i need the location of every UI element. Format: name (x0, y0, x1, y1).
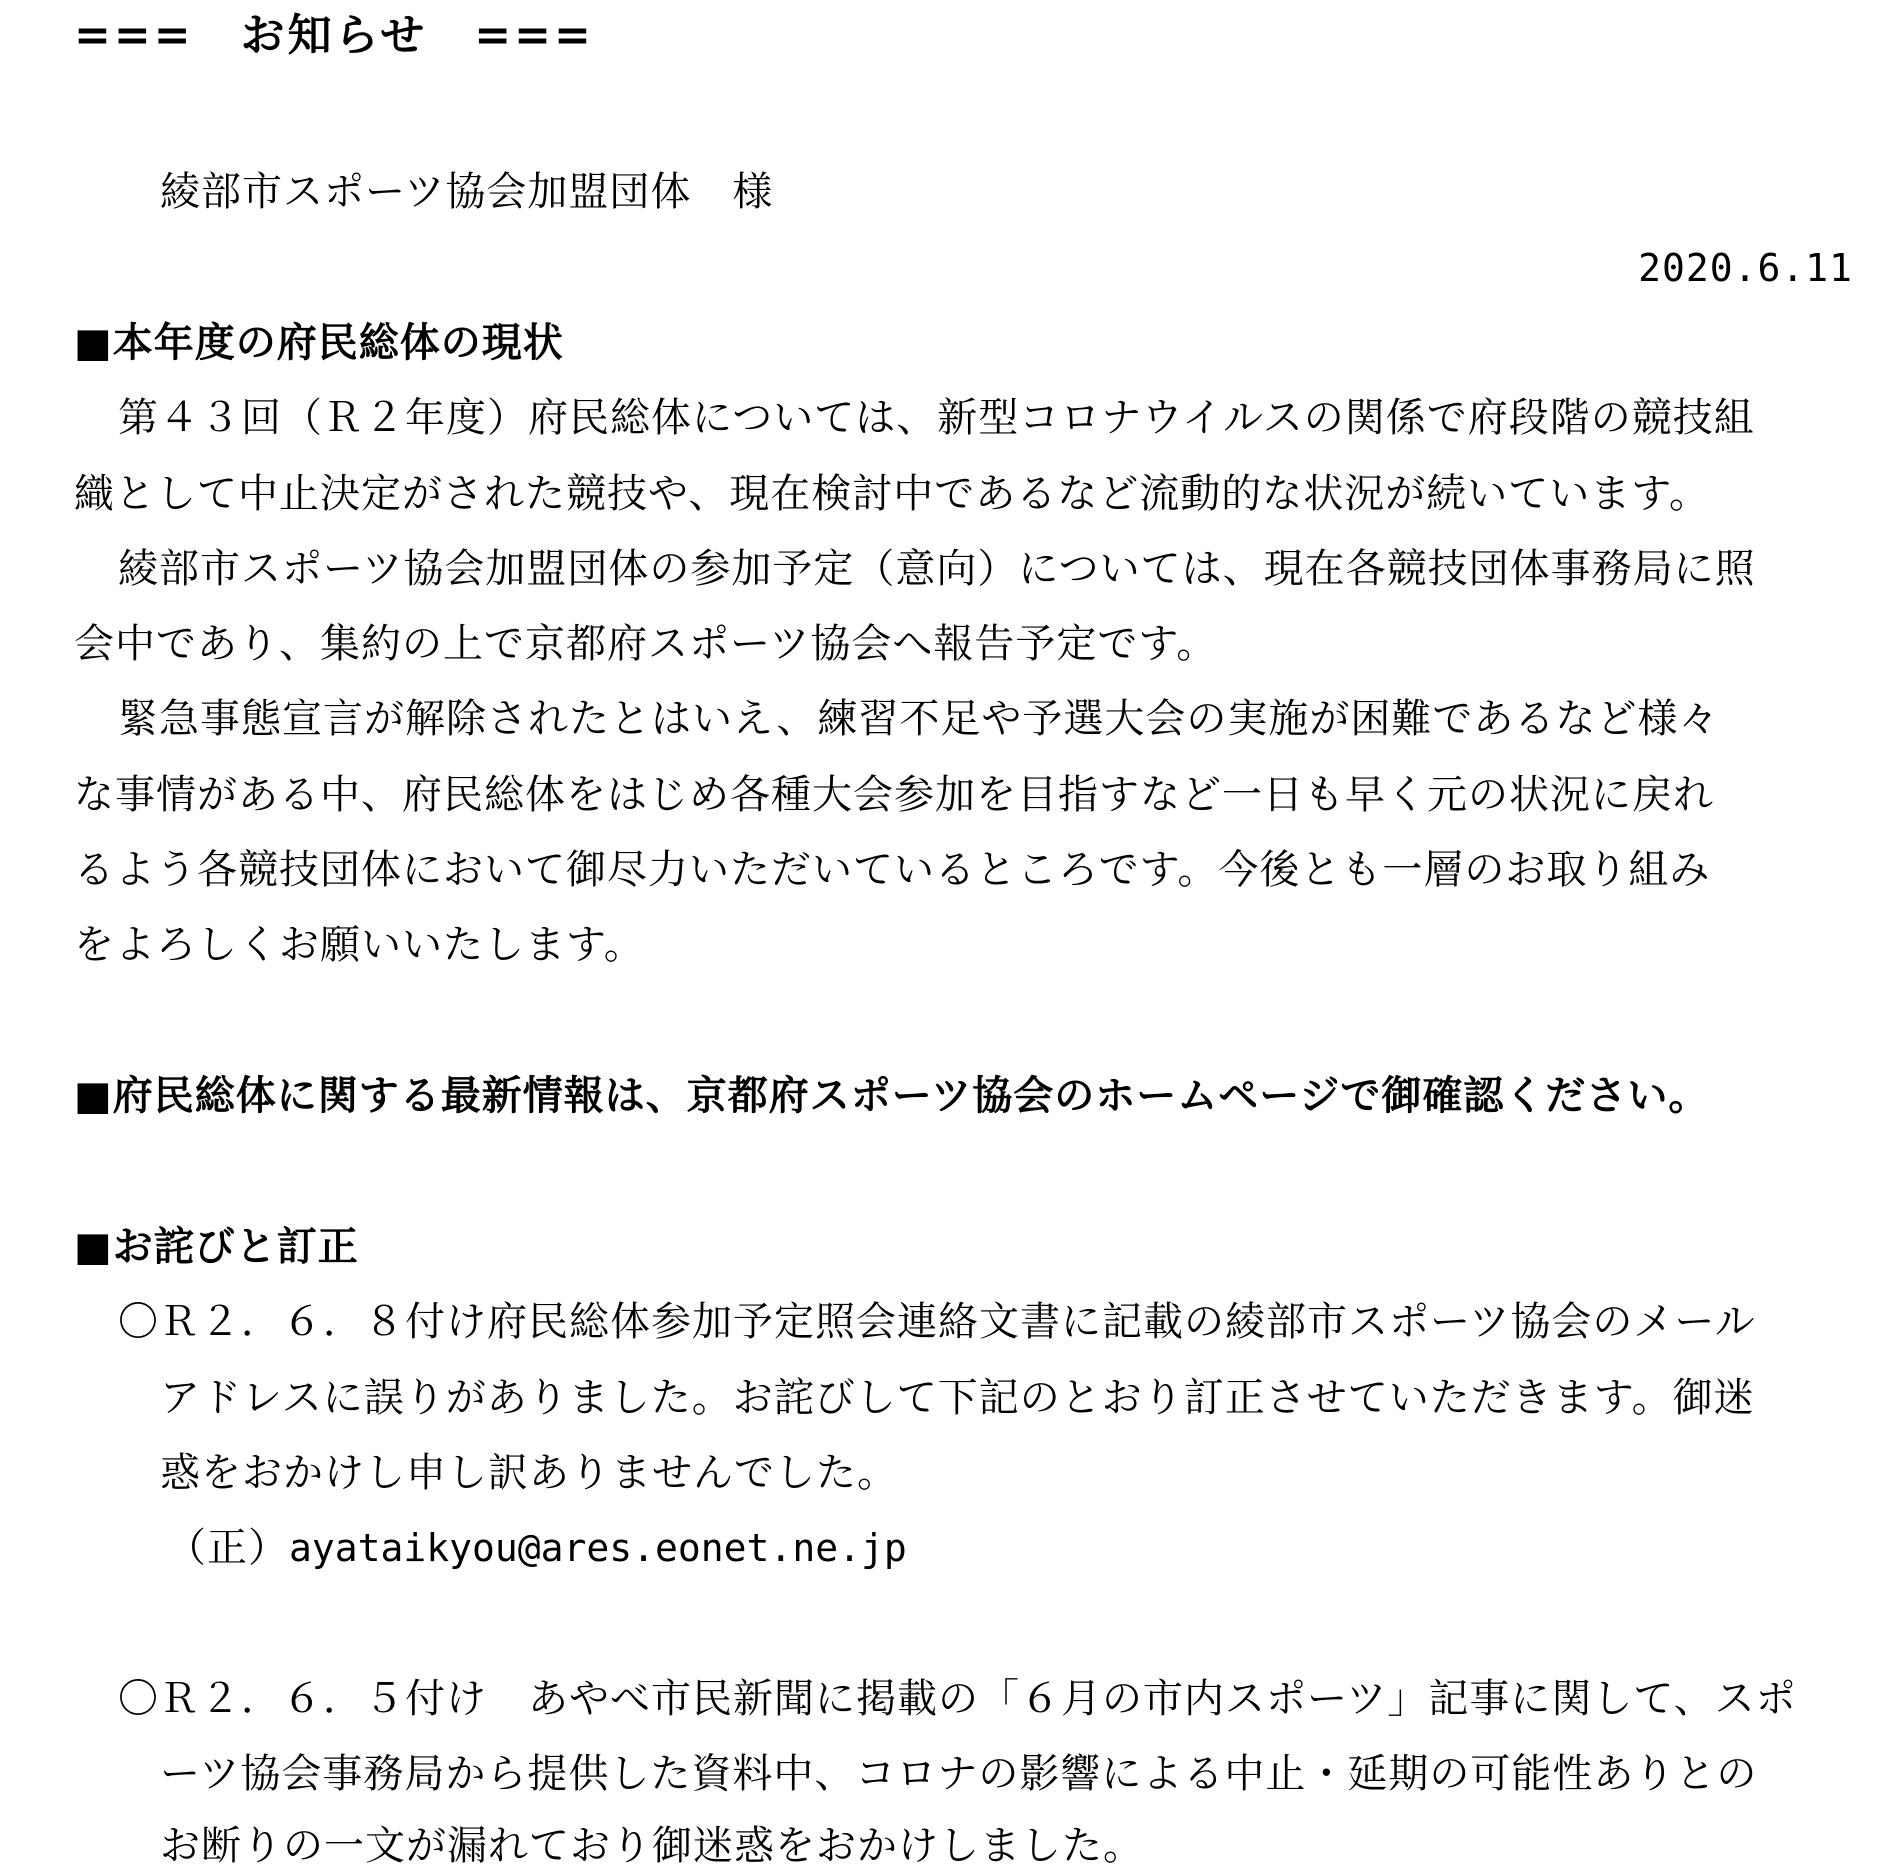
status-paragraph-line: をよろしくお願いいたします。 (74, 922, 645, 968)
recipient: 綾部市スポーツ協会加盟団体 様 (160, 169, 774, 215)
correction-section-heading: ■お詫びと訂正 (74, 1224, 359, 1270)
status-paragraph-line: 第４３回（Ｒ２年度）府民総体については、新型コロナウイルスの関係で府段階の競技組 (118, 395, 1755, 441)
status-paragraph-line: るよう各競技団体において御尽力いただいているところです。今後とも一層のお取り組み (74, 847, 1711, 893)
status-paragraph-line: 緊急事態宣言が解除されたとはいえ、練習不足や予選大会の実施が困難であるなど様々 (118, 696, 1720, 742)
status-paragraph-line: 綾部市スポーツ協会加盟団体の参加予定（意向）については、現在各競技団体事務局に照 (118, 546, 1756, 592)
status-section-heading: ■本年度の府民総体の現状 (74, 320, 564, 366)
correction-item-line: お断りの一文が漏れており御迷惑をおかけしました。 (160, 1823, 1144, 1869)
document-date: 2020.6.11 (1638, 246, 1853, 290)
correct-label: （正） (166, 1525, 289, 1571)
correction-item-line: アドレスに誤りがありました。お詫びして下記のとおり訂正させていただきます。御迷 (160, 1375, 1755, 1421)
correction-item-line: ーツ協会事務局から提供した資料中、コロナの影響による中止・延期の可能性ありとの (160, 1751, 1758, 1797)
status-paragraph-line: 会中であり、集約の上で京都府スポーツ協会へ報告予定です。 (74, 621, 1218, 667)
correction-item-line: 〇Ｒ２．６．８付け府民総体参加予定照会連絡文書に記載の綾部市スポーツ協会のメール (118, 1299, 1756, 1345)
latest-info-heading: ■府民総体に関する最新情報は、京都府スポーツ協会のホームページで御確認ください。 (74, 1073, 1710, 1119)
correct-email: ayataikyou@ares.eonet.ne.jp (289, 1526, 907, 1570)
status-paragraph-line: な事情がある中、府民総体をはじめ各種大会参加を目指すなど一日も早く元の状況に戻れ (74, 772, 1714, 818)
correction-item-line: 惑をおかけし申し訳ありませんでした。 (160, 1450, 898, 1496)
document-title: === お知らせ === (74, 10, 594, 61)
correct-email-row (166, 1524, 907, 1572)
correction-item-line: 〇Ｒ２．６．５付け あやべ市民新聞に掲載の「６月の市内スポーツ」記事に関して、スポ (118, 1676, 1797, 1722)
status-paragraph-line: 織として中止決定がされた競技や、現在検討中であるなど流動的な状況が続いています。 (74, 471, 1710, 517)
